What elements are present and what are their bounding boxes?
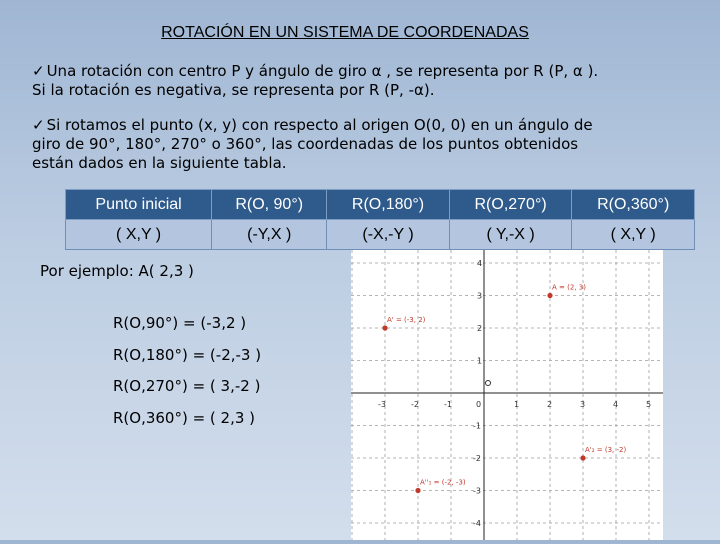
x-tick-label: 4: [613, 400, 619, 409]
data-point: [547, 293, 552, 298]
y-tick-label: -2: [473, 454, 481, 463]
x-tick-label: 0: [476, 400, 482, 409]
point-label: A' = (-3, 2): [387, 316, 426, 324]
x-tick-label: -1: [444, 400, 452, 409]
table-header-cell: R(O,270°): [449, 190, 572, 220]
x-tick-label: -2: [411, 400, 419, 409]
paragraph1-line1: Una rotación con centro P y ángulo de giro α , se representa por R (P, α ).: [46, 62, 599, 80]
x-tick-label: 5: [646, 400, 652, 409]
table-cell: ( X,Y ): [572, 220, 695, 250]
point-label: A'₂ = (3, -2): [585, 446, 627, 454]
y-tick-label: -1: [473, 421, 481, 431]
coordinate-graph: [351, 250, 663, 540]
table-header-cell: R(O,180°): [327, 190, 450, 220]
table-cell: ( X,Y ): [66, 220, 212, 250]
example-line-180: R(O,180°) = (-2,-3 ): [113, 346, 262, 364]
example-line-90: R(O,90°) = (-3,2 ): [113, 314, 247, 332]
example-line-360: R(O,360°) = ( 2,3 ): [113, 409, 256, 427]
point-label: A = (2, 3): [552, 283, 586, 292]
check-icon: ✓: [32, 116, 45, 134]
y-tick-label: 3: [477, 291, 483, 301]
paragraph2-line3: están dados en la siguiente tabla.: [32, 154, 287, 172]
x-tick-label: -3: [378, 400, 386, 409]
table-header-cell: R(O,360°): [572, 190, 695, 220]
x-tick-label: 3: [580, 400, 586, 409]
y-tick-label: 1: [477, 356, 483, 366]
y-tick-label: 2: [477, 324, 483, 333]
coordinate-graph-svg: [351, 250, 663, 540]
paragraph2-line1: Si rotamos el punto (x, y) con respecto al origen O(0, 0) en un ángulo de: [46, 116, 593, 134]
paragraph1-line2: Si la rotación es negativa, se representa por R (P, -α).: [32, 81, 435, 99]
data-point: [415, 488, 420, 493]
y-tick-label: -4: [473, 519, 481, 528]
table-header-cell: Punto inicial: [66, 190, 212, 220]
y-tick-label: 4: [477, 259, 483, 268]
paragraph2-line2: giro de 90°, 180°, 270° o 360°, las coordenadas de los puntos obtenidos: [32, 135, 579, 153]
paragraph-rotation-definition: [32, 62, 692, 100]
table-row: [66, 220, 695, 250]
y-tick-label: -3: [473, 486, 481, 496]
point-label: A''₁ = (-2, -3): [420, 478, 466, 487]
data-point: [580, 455, 585, 460]
x-tick-label: 2: [547, 400, 553, 409]
origin-marker: [486, 381, 491, 386]
table-header-cell: R(O, 90°): [212, 190, 327, 220]
page-title: ROTACIÓN EN UN SISTEMA DE COORDENADAS: [161, 24, 529, 41]
table-cell: ( Y,-X ): [449, 220, 572, 250]
rotation-table: [65, 189, 695, 250]
check-icon: ✓: [32, 62, 45, 80]
data-point: [382, 325, 387, 330]
table-header-row: [66, 190, 695, 220]
example-line-270: R(O,270°) = ( 3,-2 ): [113, 377, 261, 395]
example-title: Por ejemplo: A( 2,3 ): [40, 262, 194, 280]
table-cell: (-X,-Y ): [327, 220, 450, 250]
x-tick-label: 1: [514, 400, 520, 409]
paragraph-rotation-origin: [32, 116, 692, 173]
table-cell: (-Y,X ): [212, 220, 327, 250]
